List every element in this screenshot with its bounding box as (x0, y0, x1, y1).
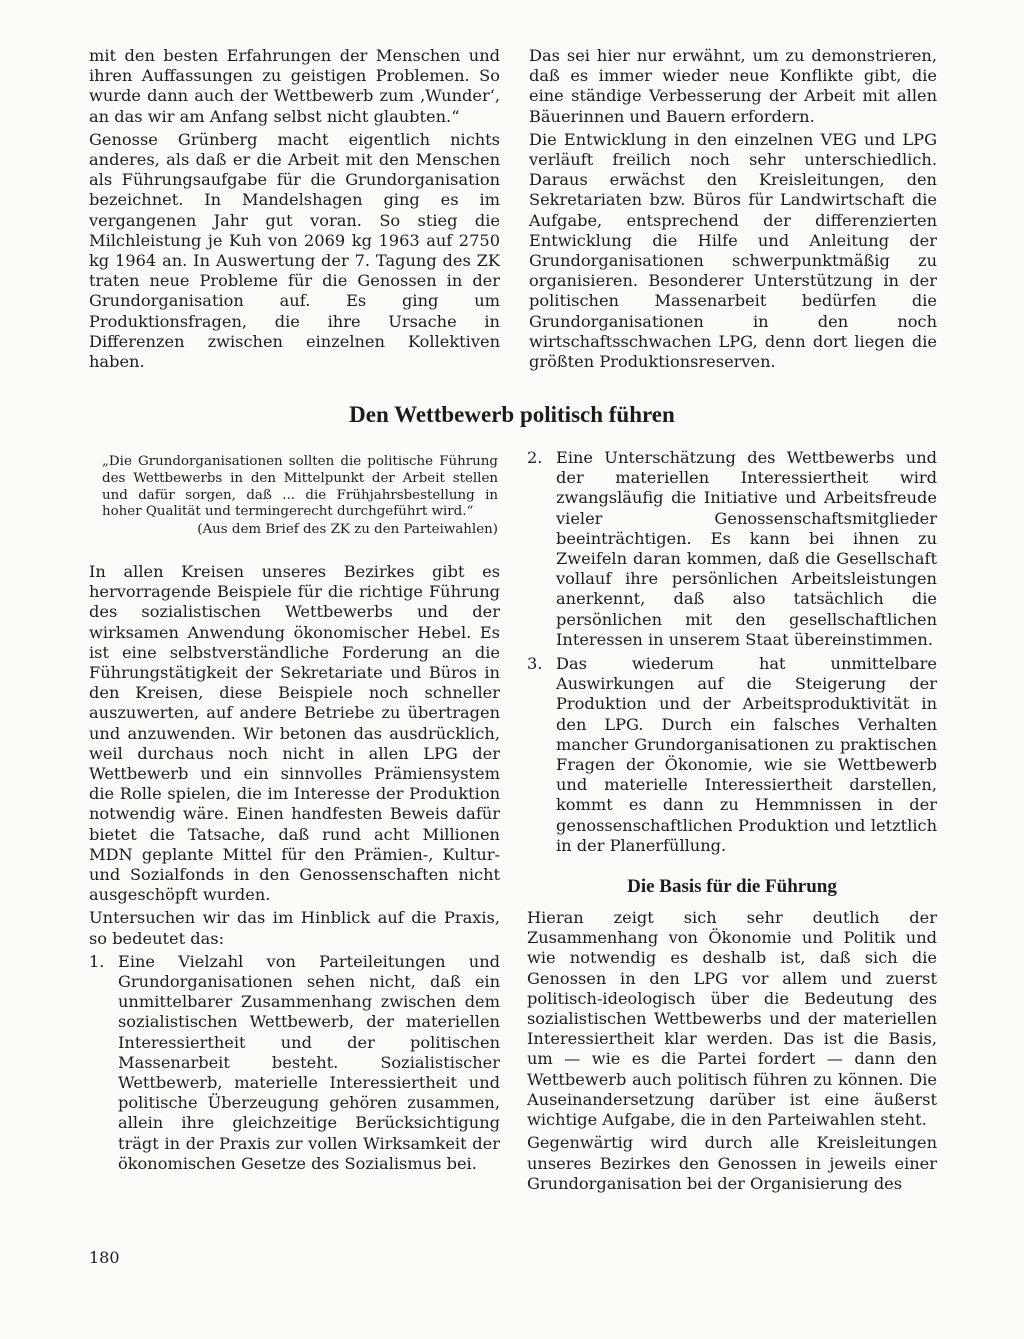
numbered-list (89, 952, 500, 1174)
list-item-text: Das wiederum hat unmittelbare Auswirkungen auf die Steigerung der Produktion und der Arbeitsproduktivität in den LPG. Durch ein falsches Verhalten mancher Grundorganisationen zu praktischen Fragen der Ökonomie, wie sie Wettbewerb und materielle Interessiertheit darstellen, kommt es dann zu Hemmnissen in der genossenschaftlichen Produktion und letztlich in der Planerfüllung. (556, 654, 937, 855)
section-heading: Den Wettbewerb politisch führen (349, 402, 675, 427)
quote-text: „Die Grundorganisationen sollten die politische Führung des Wettbewerbs in den Mittelpunkt der Arbeit stellen und dafür sorgen, daß ... die Frühjahrsbestellung in hoher Qualität und termingerecht durchgeführt wird.“ (102, 454, 498, 520)
list-item (527, 448, 937, 650)
paragraph: Hieran zeigt sich sehr deutlich der Zusammenhang von Ökonomie und Politik und wie notwendig es deshalb ist, daß sich die Genossen in den LPG vor allem und zuerst politisch-ideologisch über die Bedeutung des sozialistischen Wettbewerbs und der materiellen Interessiertheit klar werden. Das ist die Basis, um — wie es die Partei fordert — dann den Wettbewerb auch politisch führen zu können. Die Auseinandersetzung darüber ist eine äußerst wichtige Aufgabe, die in den Parteiwahlen steht. (527, 908, 937, 1130)
paragraph: Das sei hier nur erwähnt, um zu demonstrieren, daß es immer wieder neue Konflikte gibt, die eine ständige Verbesserung der Arbeit mit allen Bäuerinnen und Bauern erfordern. (529, 46, 937, 126)
list-item (527, 654, 937, 856)
list-number: 3. (527, 654, 543, 674)
list-item-text: Eine Vielzahl von Parteileitungen und Grundorganisationen sehen nicht, daß ein unmittelbarer Zusammenhang zwischen dem sozialistischen Wettbewerb, der materiellen Interessiertheit und der politischen Massenarbeit besteht. Sozialistischer Wettbewerb, materielle Interessiertheit und politische Überzeugung gehören zusammen, allein ihre gleichzeitige Berücksichtigung trägt in der Praxis zur vollen Wirksamkeit der ökonomischen Gesetze des Sozialismus bei. (118, 951, 500, 1173)
subheading: Die Basis für die Führung (627, 876, 837, 898)
page-number: 180 (89, 1248, 120, 1267)
list-number: 2. (527, 448, 543, 467)
paragraph: Genosse Grünberg macht eigentlich nichts anderes, als daß er die Arbeit mit den Menschen als Führungsaufgabe für die Grundorganisation bezeichnet. In Mandelshagen ging es im vergangenen Jahr gut voran. So stieg die Milchleistung je Kuh von 2069 kg 1963 auf 2750 kg 1964 an. In Auswertung der 7. Tagung des ZK traten neue Probleme für die Genossen in der Grundorganisation auf. Es ging um Produktionsfragen, die ihre Ursache in Differenzen zwischen einzelnen Kollektiven haben. (89, 129, 500, 372)
epigraph-quote (102, 454, 498, 539)
paragraph: mit den besten Erfahrungen der Menschen und ihren Auffassungen zu geistigen Problemen. So wurde dann auch der Wettbewerb zum ‚Wunder‘, an das wir am Anfang selbst nicht glaubten.“ (89, 46, 500, 126)
numbered-list (527, 448, 937, 856)
list-number: 1. (89, 951, 105, 971)
list-item-text: Eine Unterschätzung des Wettbewerbs und der materiellen Interessiertheit wird zwangsläufig die Initiative und Arbeitsfreude vieler Genossenschaftsmitglieder beeinträchtigen. Es kann bei ihnen zu Zweifeln daran kommen, daß die Gesellschaft vollauf ihre persönlichen Arbeitsleistungen anerkennt, daß also tatsächlich die persönlichen mit den gesellschaftlichen Interessen in unserem Staat übereinstimmen. (556, 448, 937, 649)
paragraph: Gegenwärtig wird durch alle Kreisleitungen unseres Bezirkes den Genossen in jeweils einer Grundorganisation bei der Organisierung des (527, 1133, 937, 1193)
right-column (527, 448, 937, 1197)
top-right-column (529, 46, 937, 375)
paragraph: In allen Kreisen unseres Bezirkes gibt es hervorragende Beispiele für die richtige Führung des sozialistischen Wettbewerbs und der wirksamen Anwendung ökonomischer Hebel. Es ist eine selbstverständliche Forderung an die Führungstätigkeit der Sekretariate und Büros in den Kreisen, diese Beispiele noch schneller auszuwerten, auf andere Betriebe zu übertragen und anzuwenden. Wir betonen das ausdrücklich, weil durchaus noch nicht in allen LPG der Wettbewerb und ein sinnvolles Prämiensystem die Rolle spielen, die im Interesse der Produktion notwendig wäre. Einen handfesten Beweis dafür bietet die Tatsache, daß rund acht Millionen MDN geplante Mittel für den Prämien-, Kultur- und Sozialfonds in den Genossenschaften nicht ausgeschöpft wurden. (89, 562, 500, 905)
paragraph: Die Entwicklung in den einzelnen VEG und LPG verläuft freilich noch sehr unterschiedlich. Daraus erwächst den Kreisleitungen, den Sekretariaten bzw. Büros für Landwirtschaft die Aufgabe, entsprechend der differenzierten Entwicklung die Hilfe und Anleitung der Grundorganisationen schwerpunktmäßig zu organisieren. Besonderer Unterstützung in der politischen Massenarbeit bedürfen die Grundorganisationen in den noch wirtschaftsschwachen LPG, denn dort liegen die größten Produktionsreserven. (529, 129, 937, 372)
top-left-column (89, 46, 500, 375)
left-column (89, 562, 500, 1178)
quote-source: (Aus dem Brief des ZK zu den Parteiwahlen) (197, 522, 498, 538)
paragraph: Untersuchen wir das im Hinblick auf die Praxis, so bedeutet das: (89, 908, 500, 948)
list-item (89, 952, 500, 1174)
